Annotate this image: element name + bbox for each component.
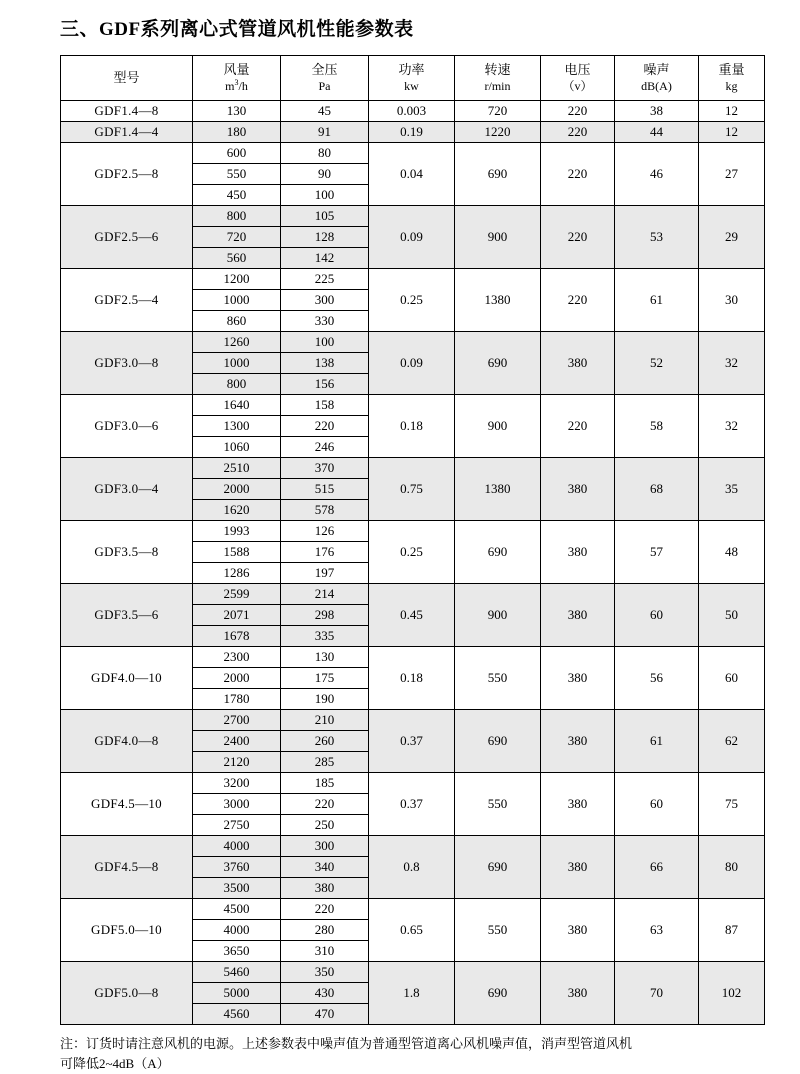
cell-pressure: 246 [281,437,369,458]
cell-pressure: 350 [281,962,369,983]
cell-power: 0.37 [369,773,455,836]
cell-flow: 1678 [193,626,281,647]
cell-flow: 2071 [193,605,281,626]
cell-pressure: 214 [281,584,369,605]
cell-pressure: 210 [281,710,369,731]
cell-voltage: 380 [541,521,615,584]
table-note-line-2: 可降低2~4dB（A） [60,1056,170,1072]
cell-power: 0.003 [369,101,455,122]
cell-pressure: 300 [281,836,369,857]
cell-pressure: 138 [281,353,369,374]
cell-flow: 1000 [193,290,281,311]
cell-speed: 690 [455,332,541,395]
column-header-noise [615,56,699,101]
cell-pressure: 100 [281,185,369,206]
cell-pressure: 90 [281,164,369,185]
cell-speed: 690 [455,521,541,584]
cell-voltage: 380 [541,899,615,962]
cell-pressure: 105 [281,206,369,227]
cell-pressure: 298 [281,605,369,626]
cell-speed: 1380 [455,458,541,521]
column-header-power-unit: kw [404,78,419,93]
cell-pressure: 126 [281,521,369,542]
cell-weight: 62 [699,710,765,773]
cell-weight: 29 [699,206,765,269]
column-header-flow-label: 风量 [223,61,250,77]
cell-flow: 600 [193,143,281,164]
cell-flow: 1286 [193,563,281,584]
cell-pressure: 176 [281,542,369,563]
cell-model: GDF3.0—4 [61,458,193,521]
cell-flow: 550 [193,164,281,185]
column-header-power-label: 功率 [398,62,425,78]
cell-flow: 800 [193,374,281,395]
cell-noise: 70 [615,962,699,1025]
table-row [61,395,765,416]
table-row [61,773,765,794]
cell-pressure: 340 [281,857,369,878]
table-header [61,56,765,101]
cell-speed: 900 [455,206,541,269]
cell-flow: 1300 [193,416,281,437]
table-row [61,899,765,920]
cell-pressure: 250 [281,815,369,836]
cell-flow: 2300 [193,647,281,668]
cell-speed: 720 [455,101,541,122]
column-header-weight [699,56,765,101]
cell-pressure: 310 [281,941,369,962]
cell-voltage: 380 [541,773,615,836]
cell-weight: 35 [699,458,765,521]
cell-noise: 68 [615,458,699,521]
cell-speed: 690 [455,962,541,1025]
cell-pressure: 175 [281,668,369,689]
cell-weight: 30 [699,269,765,332]
cell-power: 0.75 [369,458,455,521]
cell-weight: 60 [699,647,765,710]
cell-pressure: 158 [281,395,369,416]
table-row [61,584,765,605]
cell-weight: 50 [699,584,765,647]
cell-voltage: 220 [541,122,615,143]
cell-pressure: 142 [281,248,369,269]
cell-voltage: 220 [541,395,615,458]
cell-pressure: 220 [281,416,369,437]
cell-pressure: 220 [281,794,369,815]
cell-flow: 1993 [193,521,281,542]
cell-flow: 800 [193,206,281,227]
cell-pressure: 470 [281,1004,369,1025]
cell-power: 0.65 [369,899,455,962]
cell-model: GDF3.5—6 [61,584,193,647]
cell-noise: 52 [615,332,699,395]
table-note [60,1034,752,1074]
fan-performance-table [60,55,765,1025]
cell-model: GDF4.0—8 [61,710,193,773]
column-header-flow [193,56,281,101]
cell-voltage: 380 [541,962,615,1025]
cell-pressure: 185 [281,773,369,794]
table-header-row [61,56,765,101]
cell-flow: 1000 [193,353,281,374]
table-body [61,101,765,1025]
cell-flow: 2750 [193,815,281,836]
column-header-voltage-unit: （v） [562,78,593,93]
cell-noise: 46 [615,143,699,206]
cell-model: GDF2.5—8 [61,143,193,206]
table-row [61,101,765,122]
cell-pressure: 335 [281,626,369,647]
column-header-noise-unit: dB(A) [641,78,672,93]
cell-noise: 38 [615,101,699,122]
column-header-pressure-unit: Pa [318,78,331,93]
cell-flow: 4000 [193,836,281,857]
cell-power: 0.18 [369,395,455,458]
cell-model: GDF4.5—8 [61,836,193,899]
table-note-line-1: 注：订货时请注意风机的电源。上述参数表中噪声值为普通型管道离心风机噪声值，消声型管道风机 [60,1036,633,1051]
cell-pressure: 260 [281,731,369,752]
cell-flow: 2120 [193,752,281,773]
cell-voltage: 220 [541,269,615,332]
cell-pressure: 330 [281,311,369,332]
cell-power: 1.8 [369,962,455,1025]
column-header-pressure [281,56,369,101]
cell-flow: 3760 [193,857,281,878]
cell-noise: 53 [615,206,699,269]
cell-noise: 61 [615,269,699,332]
cell-pressure: 190 [281,689,369,710]
cell-flow: 180 [193,122,281,143]
cell-flow: 720 [193,227,281,248]
table-row [61,962,765,983]
cell-speed: 1220 [455,122,541,143]
cell-pressure: 578 [281,500,369,521]
cell-power: 0.19 [369,122,455,143]
cell-power: 0.09 [369,332,455,395]
column-header-speed [455,56,541,101]
column-header-voltage [541,56,615,101]
cell-flow: 5460 [193,962,281,983]
column-header-model [61,56,193,101]
column-header-model-label: 型号 [113,69,140,85]
cell-model: GDF4.5—10 [61,773,193,836]
cell-flow: 2510 [193,458,281,479]
cell-flow: 4500 [193,899,281,920]
cell-speed: 690 [455,836,541,899]
cell-model: GDF5.0—8 [61,962,193,1025]
cell-speed: 900 [455,584,541,647]
table-row [61,521,765,542]
cell-model: GDF1.4—8 [61,101,193,122]
column-header-weight-label: 重量 [718,62,745,78]
cell-speed: 550 [455,647,541,710]
cell-weight: 87 [699,899,765,962]
cell-voltage: 380 [541,647,615,710]
cell-flow: 1640 [193,395,281,416]
cell-pressure: 197 [281,563,369,584]
cell-pressure: 300 [281,290,369,311]
cell-pressure: 430 [281,983,369,1004]
column-header-voltage-label: 电压 [564,62,591,78]
cell-model: GDF3.0—8 [61,332,193,395]
cell-noise: 58 [615,395,699,458]
cell-pressure: 100 [281,332,369,353]
cell-flow: 560 [193,248,281,269]
cell-pressure: 370 [281,458,369,479]
cell-flow: 860 [193,311,281,332]
table-row [61,206,765,227]
cell-flow: 2599 [193,584,281,605]
cell-flow: 1060 [193,437,281,458]
cell-noise: 66 [615,836,699,899]
cell-flow: 2000 [193,668,281,689]
table-row [61,332,765,353]
column-header-weight-unit: kg [725,78,738,93]
cell-voltage: 380 [541,584,615,647]
cell-speed: 900 [455,395,541,458]
cell-voltage: 380 [541,710,615,773]
cell-model: GDF4.0—10 [61,647,193,710]
cell-model: GDF1.4—4 [61,122,193,143]
cell-speed: 550 [455,899,541,962]
column-header-speed-label: 转速 [484,62,511,78]
table-row [61,143,765,164]
cell-speed: 1380 [455,269,541,332]
cell-voltage: 380 [541,458,615,521]
cell-weight: 80 [699,836,765,899]
cell-flow: 3500 [193,878,281,899]
cell-flow: 4000 [193,920,281,941]
cell-power: 0.25 [369,521,455,584]
cell-model: GDF2.5—6 [61,206,193,269]
cell-flow: 1260 [193,332,281,353]
cell-power: 0.25 [369,269,455,332]
cell-model: GDF3.5—8 [61,521,193,584]
cell-pressure: 91 [281,122,369,143]
cell-pressure: 380 [281,878,369,899]
cell-weight: 12 [699,101,765,122]
table-row [61,458,765,479]
cell-pressure: 280 [281,920,369,941]
cell-flow: 130 [193,101,281,122]
cell-flow: 1200 [193,269,281,290]
cell-weight: 102 [699,962,765,1025]
cell-flow: 450 [193,185,281,206]
cell-flow: 1620 [193,500,281,521]
cell-model: GDF2.5—4 [61,269,193,332]
cell-weight: 32 [699,332,765,395]
cell-flow: 3000 [193,794,281,815]
cell-noise: 63 [615,899,699,962]
cell-pressure: 156 [281,374,369,395]
cell-power: 0.09 [369,206,455,269]
cell-power: 0.04 [369,143,455,206]
cell-flow: 2700 [193,710,281,731]
cell-voltage: 220 [541,143,615,206]
table-row [61,836,765,857]
table-row [61,269,765,290]
cell-power: 0.37 [369,710,455,773]
cell-flow: 2000 [193,479,281,500]
cell-flow: 2400 [193,731,281,752]
cell-noise: 61 [615,710,699,773]
cell-pressure: 45 [281,101,369,122]
cell-flow: 4560 [193,1004,281,1025]
cell-pressure: 130 [281,647,369,668]
cell-pressure: 128 [281,227,369,248]
cell-flow: 1588 [193,542,281,563]
cell-voltage: 220 [541,101,615,122]
cell-voltage: 380 [541,836,615,899]
cell-power: 0.8 [369,836,455,899]
cell-voltage: 220 [541,206,615,269]
cell-pressure: 285 [281,752,369,773]
cell-model: GDF5.0—10 [61,899,193,962]
table-row [61,647,765,668]
cell-speed: 690 [455,143,541,206]
cell-flow: 5000 [193,983,281,1004]
cell-weight: 12 [699,122,765,143]
cell-weight: 27 [699,143,765,206]
cell-noise: 60 [615,584,699,647]
cell-pressure: 515 [281,479,369,500]
cell-model: GDF3.0—6 [61,395,193,458]
cell-flow: 3200 [193,773,281,794]
cell-voltage: 380 [541,332,615,395]
cell-noise: 60 [615,773,699,836]
cell-noise: 44 [615,122,699,143]
cell-power: 0.18 [369,647,455,710]
column-header-noise-label: 噪声 [643,62,670,78]
cell-power: 0.45 [369,584,455,647]
cell-flow: 3650 [193,941,281,962]
cell-speed: 550 [455,773,541,836]
table-row [61,122,765,143]
column-header-power [369,56,455,101]
cell-noise: 57 [615,521,699,584]
column-header-speed-unit: r/min [484,78,511,93]
cell-weight: 75 [699,773,765,836]
cell-pressure: 80 [281,143,369,164]
table-row [61,710,765,731]
cell-weight: 32 [699,395,765,458]
column-header-pressure-label: 全压 [311,62,338,78]
cell-pressure: 220 [281,899,369,920]
cell-pressure: 225 [281,269,369,290]
cell-speed: 690 [455,710,541,773]
cell-noise: 56 [615,647,699,710]
cell-weight: 48 [699,521,765,584]
page-title: 三、GDF系列离心式管道风机性能参数表 [60,19,414,40]
cell-flow: 1780 [193,689,281,710]
column-header-flow-unit: $m^3/h$ [225,78,248,94]
